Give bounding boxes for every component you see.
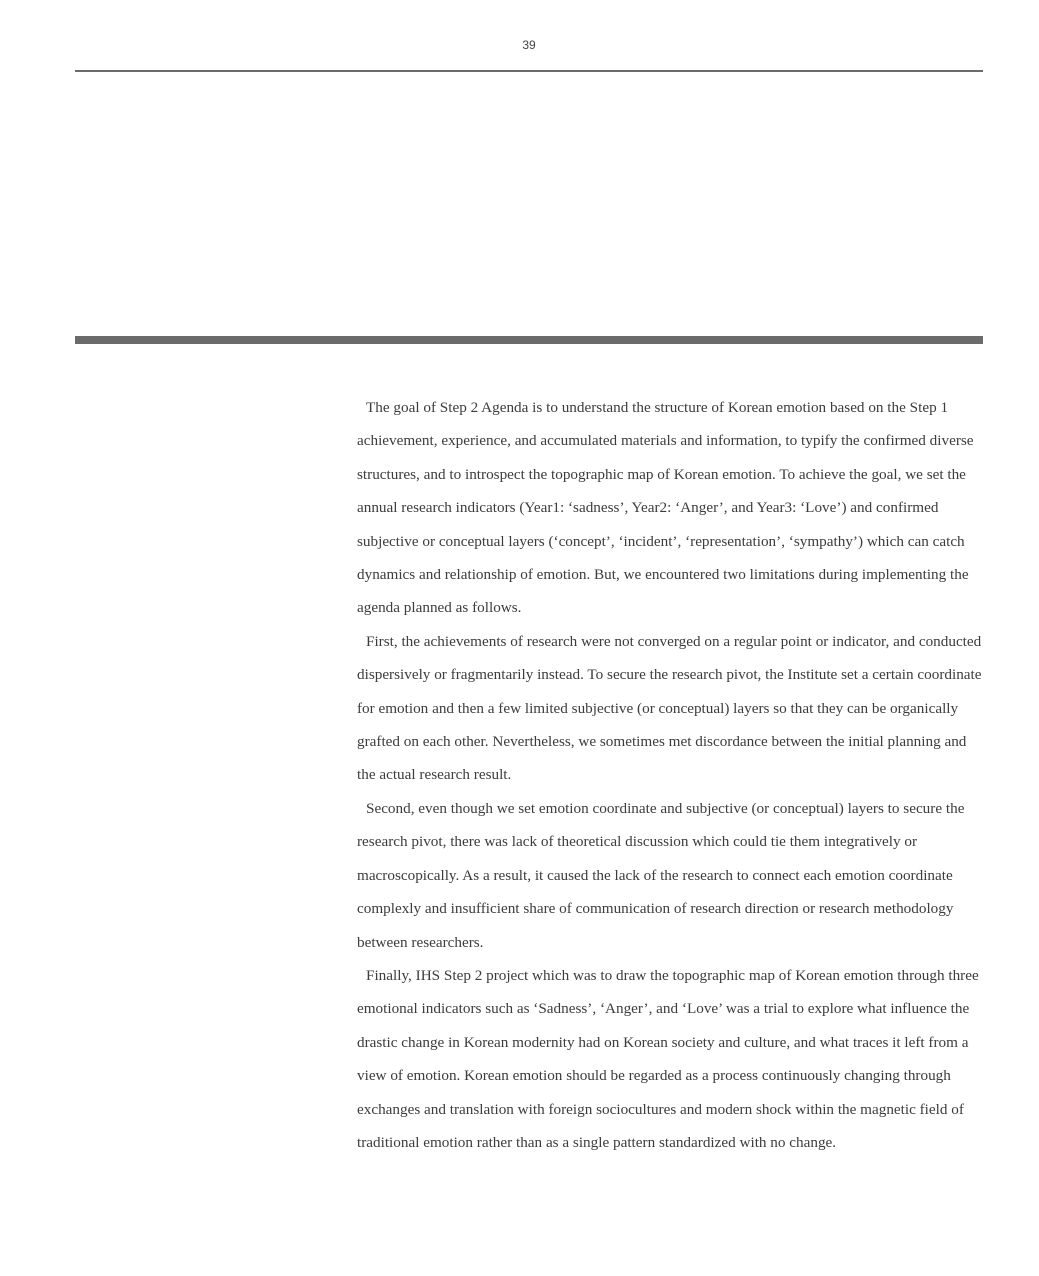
paragraph-goal: The goal of Step 2 Agenda is to understand the structure of Korean emotion based on the Step 1 achievement, experience, and accumulated materials and information, to typify the confirmed diverse structures, and to introspect the topographic map of Korean emotion. To achieve the goal, we set the annual research indicators (Year1: ‘sadness’, Year2: ‘Anger’, and Year3: ‘Love’) and confirmed subjective or conceptual layers (‘concept’, ‘incident’, ‘representation’, ‘sympathy’) which can catch dynamics and relationship of emotion. But, we encountered two limitations during implementing the agenda planned as follows. [357, 399, 974, 617]
paragraph-first-limitation: First, the achievements of research were not converged on a regular point or indicator, and conducted dispersively or fragmentarily instead. To secure the research pivot, the Institute set a certain coordinate for emotion and then a few limited subjective (or conceptual) layers so that they can be organically grafted on each other. Nevertheless, we sometimes met discordance between the initial planning and the actual research result. [357, 632, 982, 784]
header-rule [75, 70, 983, 72]
paragraph-second-limitation: Second, even though we set emotion coordinate and subjective (or conceptual) layers to secure the research pivot, there was lack of theoretical discussion which could tie them integratively or macroscopically. As a result, it caused the lack of the research to connect each emotion coordinate complexly and insufficient share of communication of research direction or research methodology between researchers. [357, 799, 965, 951]
body-text [357, 391, 983, 1159]
section-divider-bar [75, 336, 983, 344]
page-number: 39 [522, 38, 536, 52]
paragraph-finally: Finally, IHS Step 2 project which was to draw the topographic map of Korean emotion through three emotional indicators such as ‘Sadness’, ‘Anger’, and ‘Love’ was a trial to explore what influence the drastic change in Korean modernity had on Korean society and culture, and what traces it left from a view of emotion. Korean emotion should be regarded as a process continuously changing through exchanges and translation with foreign sociocultures and modern shock within the magnetic field of traditional emotion rather than as a single pattern standardized with no change. [357, 966, 979, 1151]
